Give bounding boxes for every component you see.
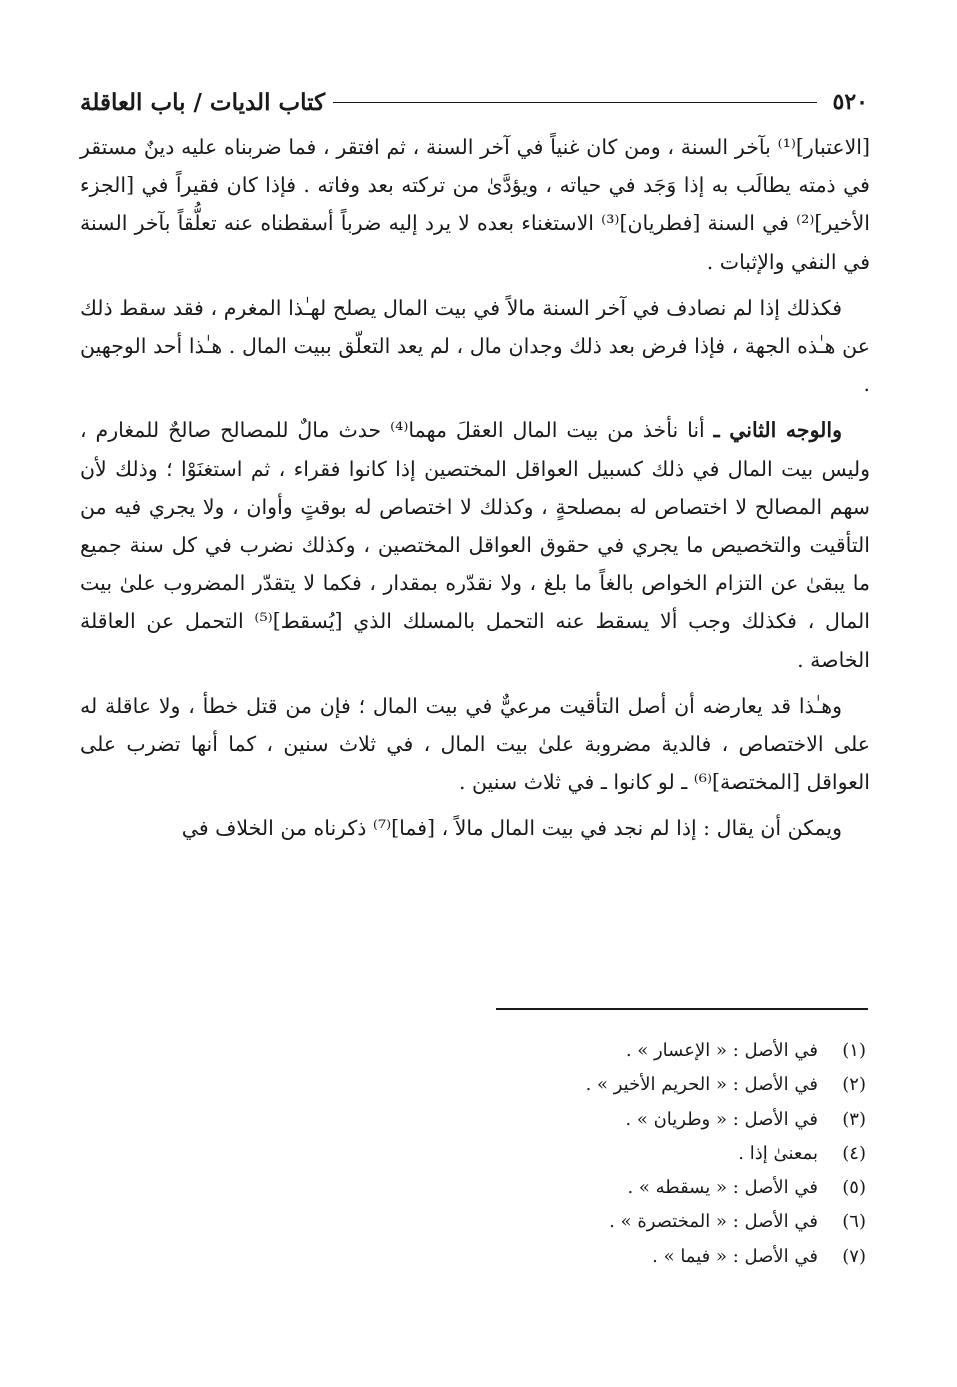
footnotes	[400, 1034, 866, 1274]
paragraph	[80, 128, 870, 281]
section-lead: والوجه الثاني ـ	[713, 418, 842, 443]
paragraph-text: فكذلك إذا لم نصادف في آخر السنة مالاً في بيت المال يصلح لهـٰذا المغرم ، فقد سقط ذلك عن هـٰذه الجهة ، فإذا فرض بعد ذلك وجدان مال ، لم يعد التعلّق ببيت المال . هـٰذا أحد الوجهين .	[80, 295, 870, 397]
footnote-text: في الأصل : « وطريان » .	[625, 1108, 818, 1130]
paragraph-text: أنا نأخذ من بيت المال العقلَ مهما⁽⁴⁾ حدث مالٌ للمصالح صالحٌ للمغارم ، وليس بيت المال في ذلك كسبيل العواقل المختصين إذا كانوا فقراء ، ثم استغنَوْا ؛ وذلك لأن سهم المصالح لا اختصاص له بمصلحةٍ ، وكذلك لا اختصاص له بوقتٍ وأوان ، ولا يجري فيه من التأقيت والتخصيص ما يجري في حقوق العواقل المختصين ، وكذلك نضرب في كل سنة جميع ما يبقىٰ عن التزام الخواص بالغاً ما بلغ ، ولا نقدّره بمقدار ، فكما لا يتقدّر المضروب علىٰ بيت المال ، فكذلك وجب ألا يسقط عنه التحمل بالمسلك الذي [يُسقط]⁽⁵⁾ التحمل عن العاقلة الخاصة .	[80, 418, 870, 672]
paragraph	[80, 809, 870, 847]
footnote-text: في الأصل : « يسقطه » .	[627, 1177, 818, 1199]
footnote-number: (٢)	[842, 1074, 866, 1096]
footnote	[400, 1137, 866, 1171]
footnote-number: (٧)	[842, 1245, 866, 1267]
footnote	[400, 1171, 866, 1205]
paragraph-text: [الاعتبار]⁽¹⁾ بآخر السنة ، ومن كان غنياً في آخر السنة ، ثم افتقر ، فما ضربناه عليه دينٌ مستقر في ذمته يطالَب به إذا وَجَد في حياته ، ويؤدَّىٰ من تركته بعد وفاته . فإذا كان فقيراً في [الجزء الأخير]⁽²⁾ في السنة [فطريان]⁽³⁾ الاستغناء بعده لا يرد إليه ضرباً أسقطناه عنه تعلُّقاً بآخر السنة في النفي والإثبات .	[80, 135, 870, 274]
footnote	[400, 1034, 866, 1068]
footnote-number: (٦)	[842, 1211, 866, 1233]
running-title: كتاب الديات / باب العاقلة	[80, 88, 326, 116]
paragraph-text: ويمكن أن يقال : إذا لم نجد في بيت المال مالاً ، [فما]⁽⁷⁾ ذكرناه من الخلاف في	[181, 816, 842, 841]
footnote-number: (٣)	[842, 1108, 866, 1130]
footnote	[400, 1205, 866, 1239]
footnote-text: في الأصل : « الإعسار » .	[625, 1040, 818, 1061]
paragraph-text: وهـٰذا قد يعارضه أن أصل التأقيت مرعيٌّ في بيت المال ؛ فإن من قتل خطأ ، ولا عاقلة له على الاختصاص ، فالدية مضروبة علىٰ بيت المال ، في ثلاث سنين ، كما أنها تضرب على العواقل [المختصة]⁽⁶⁾ ـ لو كانوا ـ في ثلاث سنين .	[80, 693, 870, 795]
footnote-text: بمعنىٰ إذا .	[738, 1142, 818, 1164]
header-rule	[333, 102, 817, 103]
footnote	[400, 1068, 866, 1102]
footnote	[400, 1103, 866, 1137]
footnote-text: في الأصل : « الحريم الأخير » .	[585, 1074, 818, 1096]
footnote	[400, 1240, 866, 1274]
footnote-number: (١)	[842, 1040, 866, 1061]
paragraph	[80, 289, 870, 404]
footnote-separator	[496, 1008, 868, 1010]
page-number: ٥٢٠	[832, 89, 868, 115]
footnote-text: في الأصل : « فيما » .	[652, 1245, 818, 1267]
paragraph	[80, 411, 870, 678]
running-header	[80, 82, 868, 122]
main-text	[80, 128, 870, 856]
footnote-number: (٤)	[842, 1142, 866, 1164]
footnote-text: في الأصل : « المختصرة » .	[609, 1211, 818, 1233]
paragraph	[80, 687, 870, 802]
footnote-number: (٥)	[842, 1177, 866, 1199]
